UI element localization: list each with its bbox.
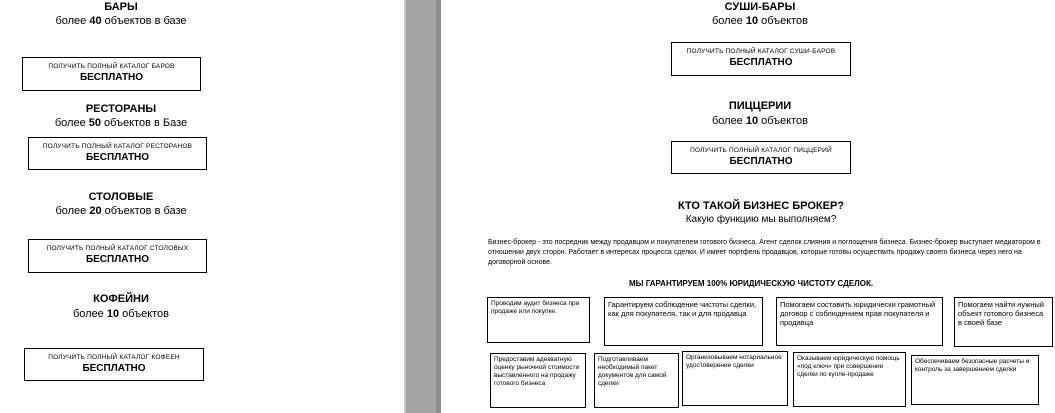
service-cleanliness: Гарантируем соблюдение чистоты сделки, как для покупателя, так и для продавца (604, 297, 763, 346)
category-count-canteens: более 20 объектов в базе (55, 205, 187, 217)
free-label: БЕСПЛАТНО (729, 156, 793, 167)
catalog-link-label: ПОЛУЧИТЬ ПОЛНЫЙ КАТАЛОГ СУШИ-БАРОВ (686, 48, 836, 55)
catalog-link-bars[interactable] (22, 57, 201, 91)
service-notary: Организовываем нотариальное удостоверение сделки (682, 351, 788, 406)
category-count-restaurants: более 50 объектов в Базе (54, 117, 188, 129)
catalog-link-pizzerias[interactable] (671, 141, 851, 174)
broker-heading: КТО ТАКОЙ БИЗНЕС БРОКЕР? (678, 200, 844, 212)
free-label: БЕСПЛАТНО (85, 254, 150, 265)
category-count-sushi-bars: более 10 объектов (711, 15, 809, 27)
category-count-pizzerias: более 10 объектов (711, 115, 809, 127)
category-count-bars: более 40 объектов в базе (55, 15, 187, 27)
service-legal-help: Оказываем юридическую помощь «под ключ» при совершении сделки по купле-продаже (793, 352, 906, 407)
catalog-link-coffee-shops[interactable] (24, 348, 204, 381)
category-count-coffee-shops: более 10 объектов (72, 308, 170, 320)
service-find-object: Помогаем найти нужный объект готового бизнеса в своей базе (954, 297, 1053, 347)
free-label: БЕСПЛАТНО (729, 57, 793, 68)
service-documents: Подготавливаем необходимый пакет документов для самой сделки (594, 353, 679, 408)
service-valuation: Предоставим адекватную оценку рыночной стоимости выставленного на продажу готового бизнеса (490, 353, 586, 408)
catalog-link-label: ПОЛУЧИТЬ ПОЛНЫЙ КАТАЛОГ РЕСТОРАНОВ (42, 143, 193, 150)
category-title-restaurants: РЕСТОРАНЫ (85, 103, 157, 115)
document-page-right (441, 0, 1055, 413)
service-settlements: Обеспечиваем безопасные расчеты и контроль за завершением сделки (911, 355, 1039, 405)
catalog-link-restaurants[interactable] (28, 137, 207, 170)
category-title-canteens: СТОЛОВЫЕ (88, 191, 154, 203)
free-label: БЕСПЛАТНО (82, 363, 146, 374)
category-title-sushi-bars: СУШИ-БАРЫ (724, 1, 796, 13)
broker-subheading: Какую функцию мы выполняем? (685, 214, 837, 225)
service-contract: Помогаем составить юридически грамотный договор с соблюдением прав покупателя и продавца (776, 297, 943, 346)
broker-description: Бизнес-брокер - это посредник между продавцом и покупателем готового бизнеса. Агент сделок слияния и поглощения бизнеса. Бизнес-брокер выступает медиатором в отношении двух сторон. Работает в интересах процесса сделки. И имеет портфель продавцов, которые готовы осуществить продажу своего бизнеса через него на договорной основе. (488, 239, 1041, 266)
catalog-link-sushi-bars[interactable] (671, 42, 851, 76)
document-page-left (0, 0, 406, 413)
catalog-link-label: ПОЛУЧИТЬ ПОЛНЫЙ КАТАЛОГ КОФЕЕН (48, 354, 180, 361)
category-title-bars: БАРЫ (104, 1, 138, 13)
catalog-link-canteens[interactable] (28, 239, 207, 273)
catalog-link-label: ПОЛУЧИТЬ ПОЛНЫЙ КАТАЛОГ ПИЦЦЕРИЙ (690, 147, 832, 154)
category-title-coffee-shops: КОФЕЙНИ (93, 293, 149, 305)
catalog-link-label: ПОЛУЧИТЬ ПОЛНЫЙ КАТАЛОГ СТОЛОВЫХ (46, 245, 189, 252)
free-label: БЕСПЛАТНО (85, 152, 150, 163)
catalog-link-label: ПОЛУЧИТЬ ПОЛНЫЙ КАТАЛОГ БАРОВ (48, 63, 175, 70)
service-audit: Проводим аудит бизнеса при продаже или покупке. (487, 297, 590, 343)
category-title-pizzerias: ПИЦЦЕРИИ (728, 100, 792, 112)
guarantee-heading: МЫ ГАРАНТИРУЕМ 100% ЮРИДИЧЕСКУЮ ЧИСТОТУ СДЕЛОК. (629, 279, 874, 288)
free-label: БЕСПЛАТНО (79, 72, 144, 83)
